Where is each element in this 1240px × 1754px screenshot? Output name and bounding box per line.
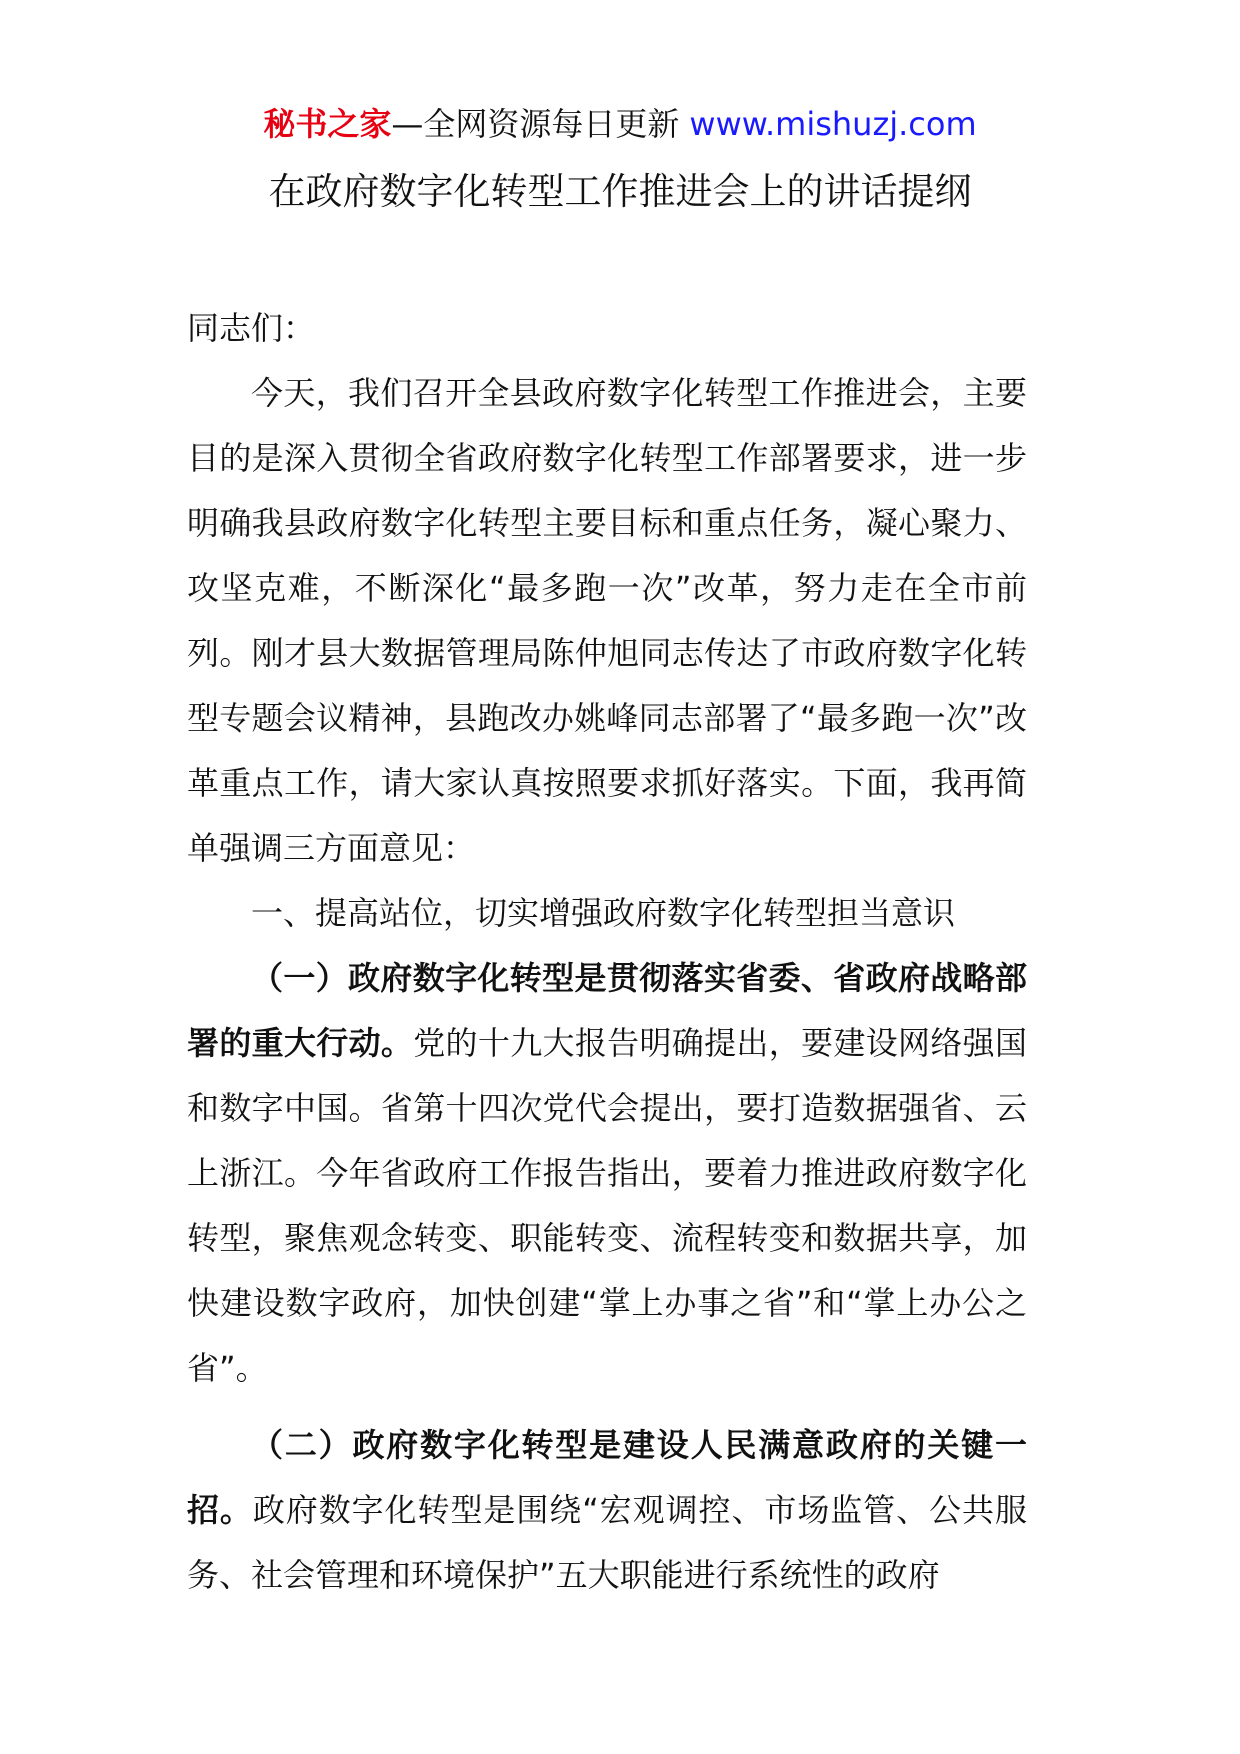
document-body (187, 296, 1027, 1608)
banner-slogan: —全网资源每日更新 (391, 105, 680, 143)
section-heading: 一、提高站位，切实增强政府数字化转型担当意识 (251, 894, 956, 932)
paragraph-1-text: 党的十九大报告明确提出，要建设网络强国和数字中国。省第十四次党代会提出，要打造数据强省、云上浙江。今年省政府工作报告指出，要着力推进政府数字化转型，聚焦观念转变、职能转变、流程转变和数据共享，加快建设数字政府，加快创建“掌上办事之省”和“掌上办公之省”。 (187, 1024, 1027, 1387)
paragraph-1-lead: （一）政府数字化转型是贯彻落实省委、省政府战略部署的重大行动。 (187, 959, 1027, 1062)
paragraph-2-lead: （二）政府数字化转型是建设人民满意政府的关键一招。 (187, 1426, 1027, 1529)
document-title: 在政府数字化转型工作推进会上的讲话提纲 (268, 170, 972, 213)
greeting: 同志们： (187, 309, 316, 347)
paragraph-1 (187, 946, 1027, 1401)
brand-name: 秘书之家 (263, 105, 392, 143)
paragraph-2 (187, 1413, 1027, 1608)
site-url[interactable]: www.mishuzj.com (689, 105, 977, 143)
site-banner (0, 100, 1240, 148)
paragraph-2-text: 政府数字化转型是围绕“宏观调控、市场监管、公共服务、社会管理和环境保护”五大职能进行系统性的政府 (187, 1491, 1027, 1594)
intro-paragraph: 今天，我们召开全县政府数字化转型工作推进会，主要目的是深入贯彻全省政府数字化转型工作部署要求，进一步明确我县政府数字化转型主要目标和重点任务，凝心聚力、攻坚克难，不断深化“最多跑一次”改革，努力走在全市前列。刚才县大数据管理局陈仲旭同志传达了市政府数字化转型专题会议精神，县跑改办姚峰同志部署了“最多跑一次”改革重点工作，请大家认真按照要求抓好落实。下面，我再简单强调三方面意见： (187, 374, 1027, 867)
